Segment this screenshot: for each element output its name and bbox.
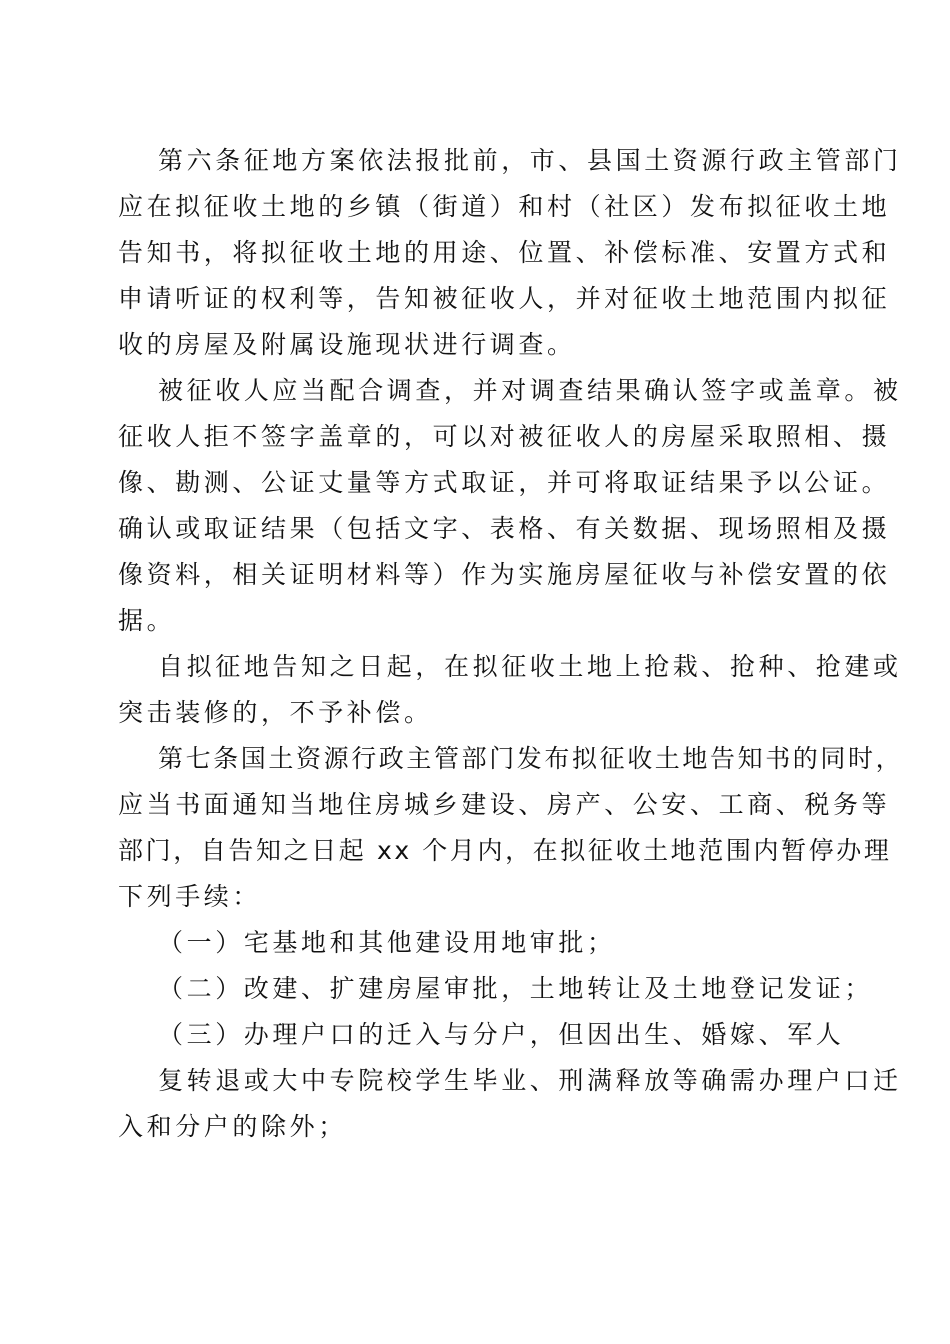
article-6-line-2: 应在拟征收土地的乡镇（街道）和村（社区）发布拟征收土地 — [118, 192, 891, 221]
list-item-1: （一）宅基地和其他建设用地审批； — [158, 928, 616, 957]
list-item-3-line-3: 入和分户的除外； — [118, 1112, 347, 1141]
survey-paragraph-line-3: 像、勘测、公证丈量等方式取证，并可将取证结果予以公证。 — [118, 468, 891, 497]
article-7-line-2: 应当书面通知当地住房城乡建设、房产、公安、工商、税务等 — [118, 790, 891, 819]
article-6-line-4: 申请听证的权利等，告知被征收人，并对征收土地范围内拟征 — [118, 284, 891, 313]
survey-paragraph-line-2: 征收人拒不签字盖章的，可以对被征收人的房屋采取照相、摄 — [118, 422, 891, 451]
survey-paragraph-line-4: 确认或取证结果（包括文字、表格、有关数据、现场照相及摄 — [118, 514, 891, 543]
survey-paragraph-line-5: 像资料，相关证明材料等）作为实施房屋征收与补偿安置的依 — [118, 560, 891, 589]
article-7-line-1: 第七条国土资源行政主管部门发布拟征收土地告知书的同时， — [158, 744, 904, 773]
survey-paragraph-line-1: 被征收人应当配合调查，并对调查结果确认签字或盖章。被 — [158, 376, 902, 405]
article-6-line-3: 告知书，将拟征收土地的用途、位置、补偿标准、安置方式和 — [118, 238, 891, 267]
article-7-line-4: 下列手续： — [118, 882, 262, 911]
article-7-line-3: 部门，自告知之日起 xx 个月内，在拟征收土地范围内暂停办理 — [118, 836, 892, 865]
no-compensation-line-2: 突击装修的，不予补偿。 — [118, 698, 433, 727]
survey-paragraph-line-6: 据。 — [118, 606, 176, 635]
article-6-line-1: 第六条征地方案依法报批前，市、县国土资源行政主管部门 — [158, 146, 902, 175]
list-item-3-line-2: 复转退或大中专院校学生毕业、刑满释放等确需办理户口迁 — [158, 1066, 902, 1095]
no-compensation-line-1: 自拟征地告知之日起，在拟征收土地上抢栽、抢种、抢建或 — [158, 652, 902, 681]
list-item-3-line-1: （三）办理户口的迁入与分户，但因出生、婚嫁、军人 — [158, 1020, 845, 1049]
article-6-line-5: 收的房屋及附属设施现状进行调查。 — [118, 330, 576, 359]
list-item-2: （二）改建、扩建房屋审批，土地转让及土地登记发证； — [158, 974, 874, 1003]
